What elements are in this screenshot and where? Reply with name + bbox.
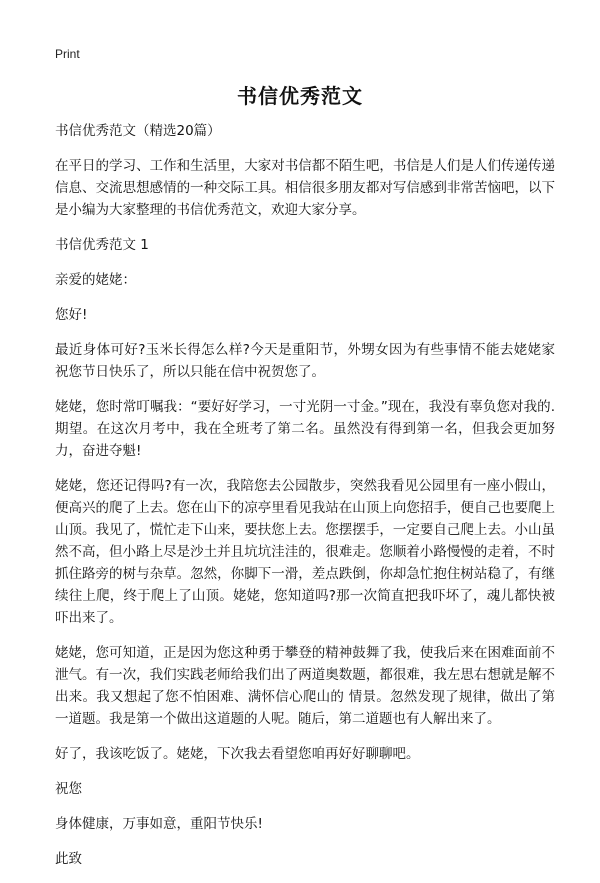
document-subtitle: 书信优秀范文（精选20篇）: [55, 123, 221, 139]
letter-paragraph: 姥姥，您可知道，正是因为您这种勇于攀登的精神鼓舞了我，使我后来在困难面前不泄气。有一次，我们实践老师给我们出了两道奥数题，都很难，我左思右想就是解不出来。我又想起了您不怕困难、满怀信心爬山的 情景。忽然发现了规律，做出了第一道题。我是第一个做出这道题的人呢。随后，第二道题也有人解出来了。: [55, 645, 555, 727]
letter-paragraph: 最近身体可好?玉米长得怎么样?今天是重阳节，外甥女因为有些事情不能去姥姥家祝您节日快乐了，所以只能在信中祝贺您了。: [55, 342, 555, 380]
page-title: 书信优秀范文: [237, 84, 363, 108]
letter-paragraph: 好了，我该吃饭了。姥姥，下次我去看望您咱再好好聊聊吧。: [55, 746, 420, 762]
document-body: [55, 120, 555, 883]
letter-wish: 身体健康，万事如意，重阳节快乐!: [55, 816, 263, 832]
section-heading: 书信优秀范文 1: [55, 237, 149, 253]
letter-salutation: 亲爱的姥姥：: [55, 272, 136, 288]
print-link[interactable]: Print: [55, 47, 80, 61]
letter-paragraph: 姥姥，您还记得吗?有一次，我陪您去公园散步，突然我看见公园里有一座小假山，便高兴的爬了上去。您在山下的凉亭里看见我站在山顶上向您招手，便自己也要爬上山顶。我见了，慌忙走下山来，要扶您上去。您摆摆手，一定要自己爬上去。小山虽然不高，但小路上尽是沙土并且坑坑洼洼的，很难走。您顺着小路慢慢的走着，不时抓住路旁的树与杂草。忽然，你脚下一滑，差点跌倒，你却急忙抱住树站稳了，有继续往上爬，终于爬上了山顶。姥姥，您知道吗?那一次简直把我吓坏了，魂儿都快被吓出来了。: [55, 478, 555, 626]
intro-paragraph: 在平日的学习、工作和生活里，大家对书信都不陌生吧，书信是人们是人们传递传递信息、交流思想感情的一种交际工具。相信很多朋友都对写信感到非常苦恼吧，以下是小编为大家整理的书信优秀范文，欢迎大家分享。: [55, 158, 555, 218]
letter-greeting: 您好!: [55, 307, 88, 323]
letter-closing: 此致: [55, 851, 82, 867]
letter-paragraph: 姥姥，您时常叮嘱我：“要好好学习，一寸光阴一寸金。”现在，我没有辜负您对我的.期望。在这次月考中，我在全班考了第二名。虽然没有得到第一名，但我会更加努力，奋进夺魁!: [55, 399, 555, 459]
letter-wish-intro: 祝您: [55, 781, 82, 797]
